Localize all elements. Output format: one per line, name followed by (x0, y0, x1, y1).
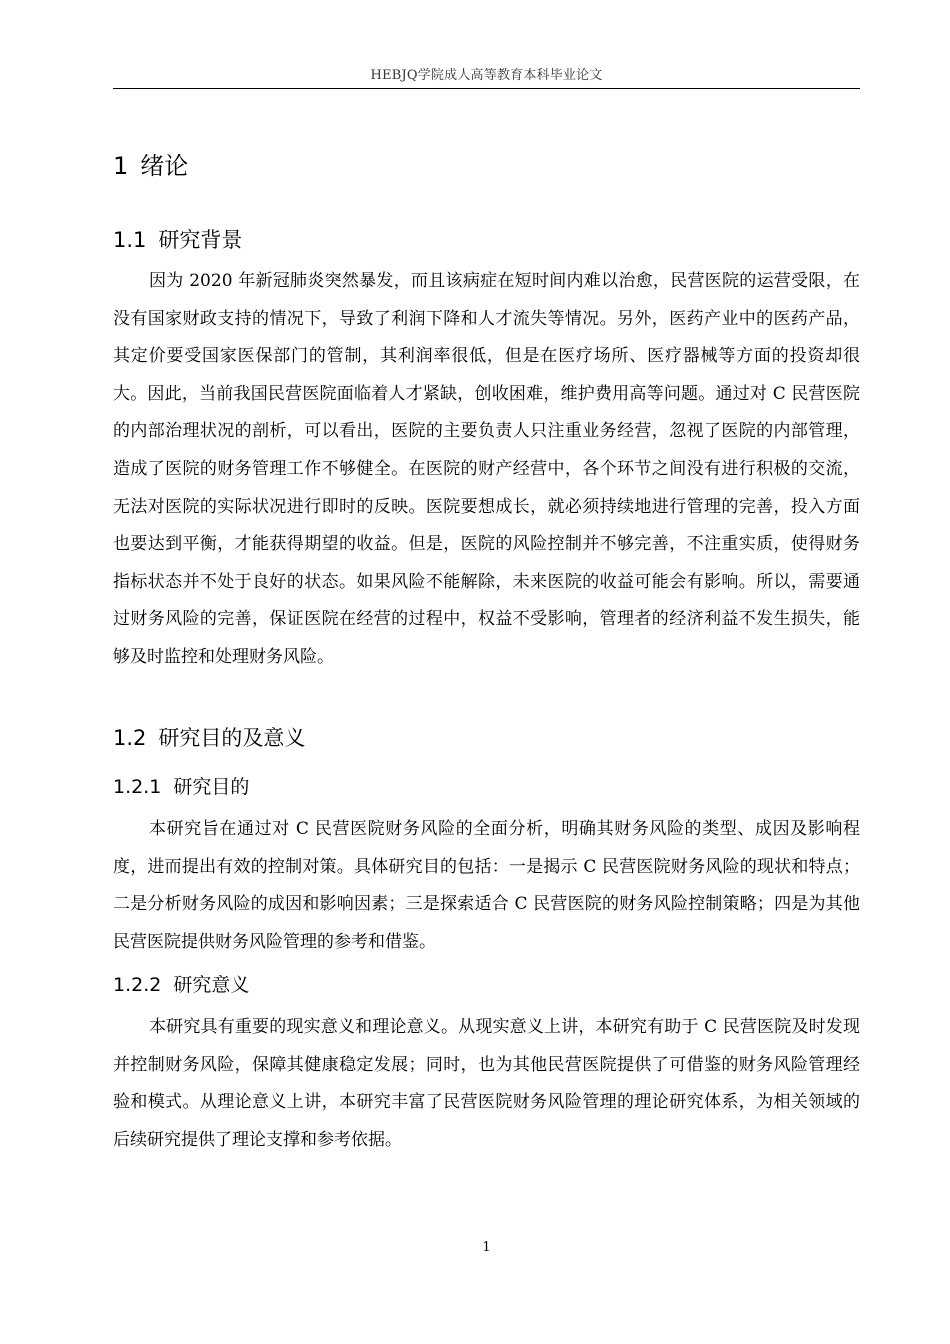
subsection-number: 1.2.2 (113, 974, 162, 996)
chapter-heading (113, 146, 188, 181)
section-title: 研究背景 (158, 228, 243, 252)
subsection-title: 研究意义 (173, 974, 250, 996)
section-heading-1-1 (113, 224, 242, 254)
paragraph-research-purpose: 本研究旨在通过对 C 民营医院财务风险的全面分析，明确其财务风险的类型、成因及影响程度，进而提出有效的控制对策。具体研究目的包括：一是揭示 C 民营医院财务风险的现状和特点；二是分析财务风险的成因和影响因素；三是探索适合 C 民营医院的财务风险控制策略；四是为其他民营医院提供财务风险管理的参考和借鉴。 (113, 819, 860, 952)
section-number: 1.2 (113, 726, 147, 750)
paragraph-research-background: 因为 2020 年新冠肺炎突然暴发，而且该病症在短时间内难以治愈，民营医院的运营受限，在没有国家财政支持的情况下，导致了利润下降和人才流失等情况。另外，医药产业中的医药产品，其定价要受国家医保部门的管制，其利润率很低，但是在医疗场所、医疗器械等方面的投资却很大。因此，当前我国民营医院面临着人才紧缺，创收困难，维护费用高等问题。通过对 C 民营医院的内部治理状况的剖析，可以看出，医院的主要负责人只注重业务经营，忽视了医院的内部管理，造成了医院的财务管理工作不够健全。在医院的财产经营中，各个环节之间没有进行积极的交流，无法对医院的实际状况进行即时的反映。医院要想成长，就必须持续地进行管理的完善，投入方面也要达到平衡，才能获得期望的收益。但是，医院的风险控制并不够完善，不注重实质，使得财务指标状态并不处于良好的状态。如果风险不能解除，未来医院的收益可能会有影响。所以，需要通过财务风险的完善，保证医院在经营的过程中，权益不受影响，管理者的经济利益不发生损失，能够及时监控和处理财务风险。 (113, 271, 860, 667)
chapter-title: 绪论 (140, 152, 189, 180)
running-header: HEBJQ学院成人高等教育本科毕业论文 (370, 68, 603, 83)
subsection-heading-1-2-1 (113, 772, 249, 799)
section-title: 研究目的及意义 (158, 726, 306, 750)
paragraph-research-significance: 本研究具有重要的现实意义和理论意义。从现实意义上讲，本研究有助于 C 民营医院及时发现并控制财务风险，保障其健康稳定发展；同时，也为其他民营医院提供了可借鉴的财务风险管理经验和模式。从理论意义上讲，本研究丰富了民营医院财务风险管理的理论研究体系，为相关领域的后续研究提供了理论支撑和参考依据。 (113, 1017, 860, 1150)
section-number: 1.1 (113, 228, 147, 252)
chapter-number: 1 (113, 152, 129, 180)
subsection-number: 1.2.1 (113, 776, 162, 798)
section-heading-1-2 (113, 722, 305, 752)
header-rule (113, 88, 860, 89)
subsection-title: 研究目的 (173, 776, 250, 798)
page-number: 1 (482, 1240, 491, 1255)
subsection-heading-1-2-2 (113, 970, 249, 997)
